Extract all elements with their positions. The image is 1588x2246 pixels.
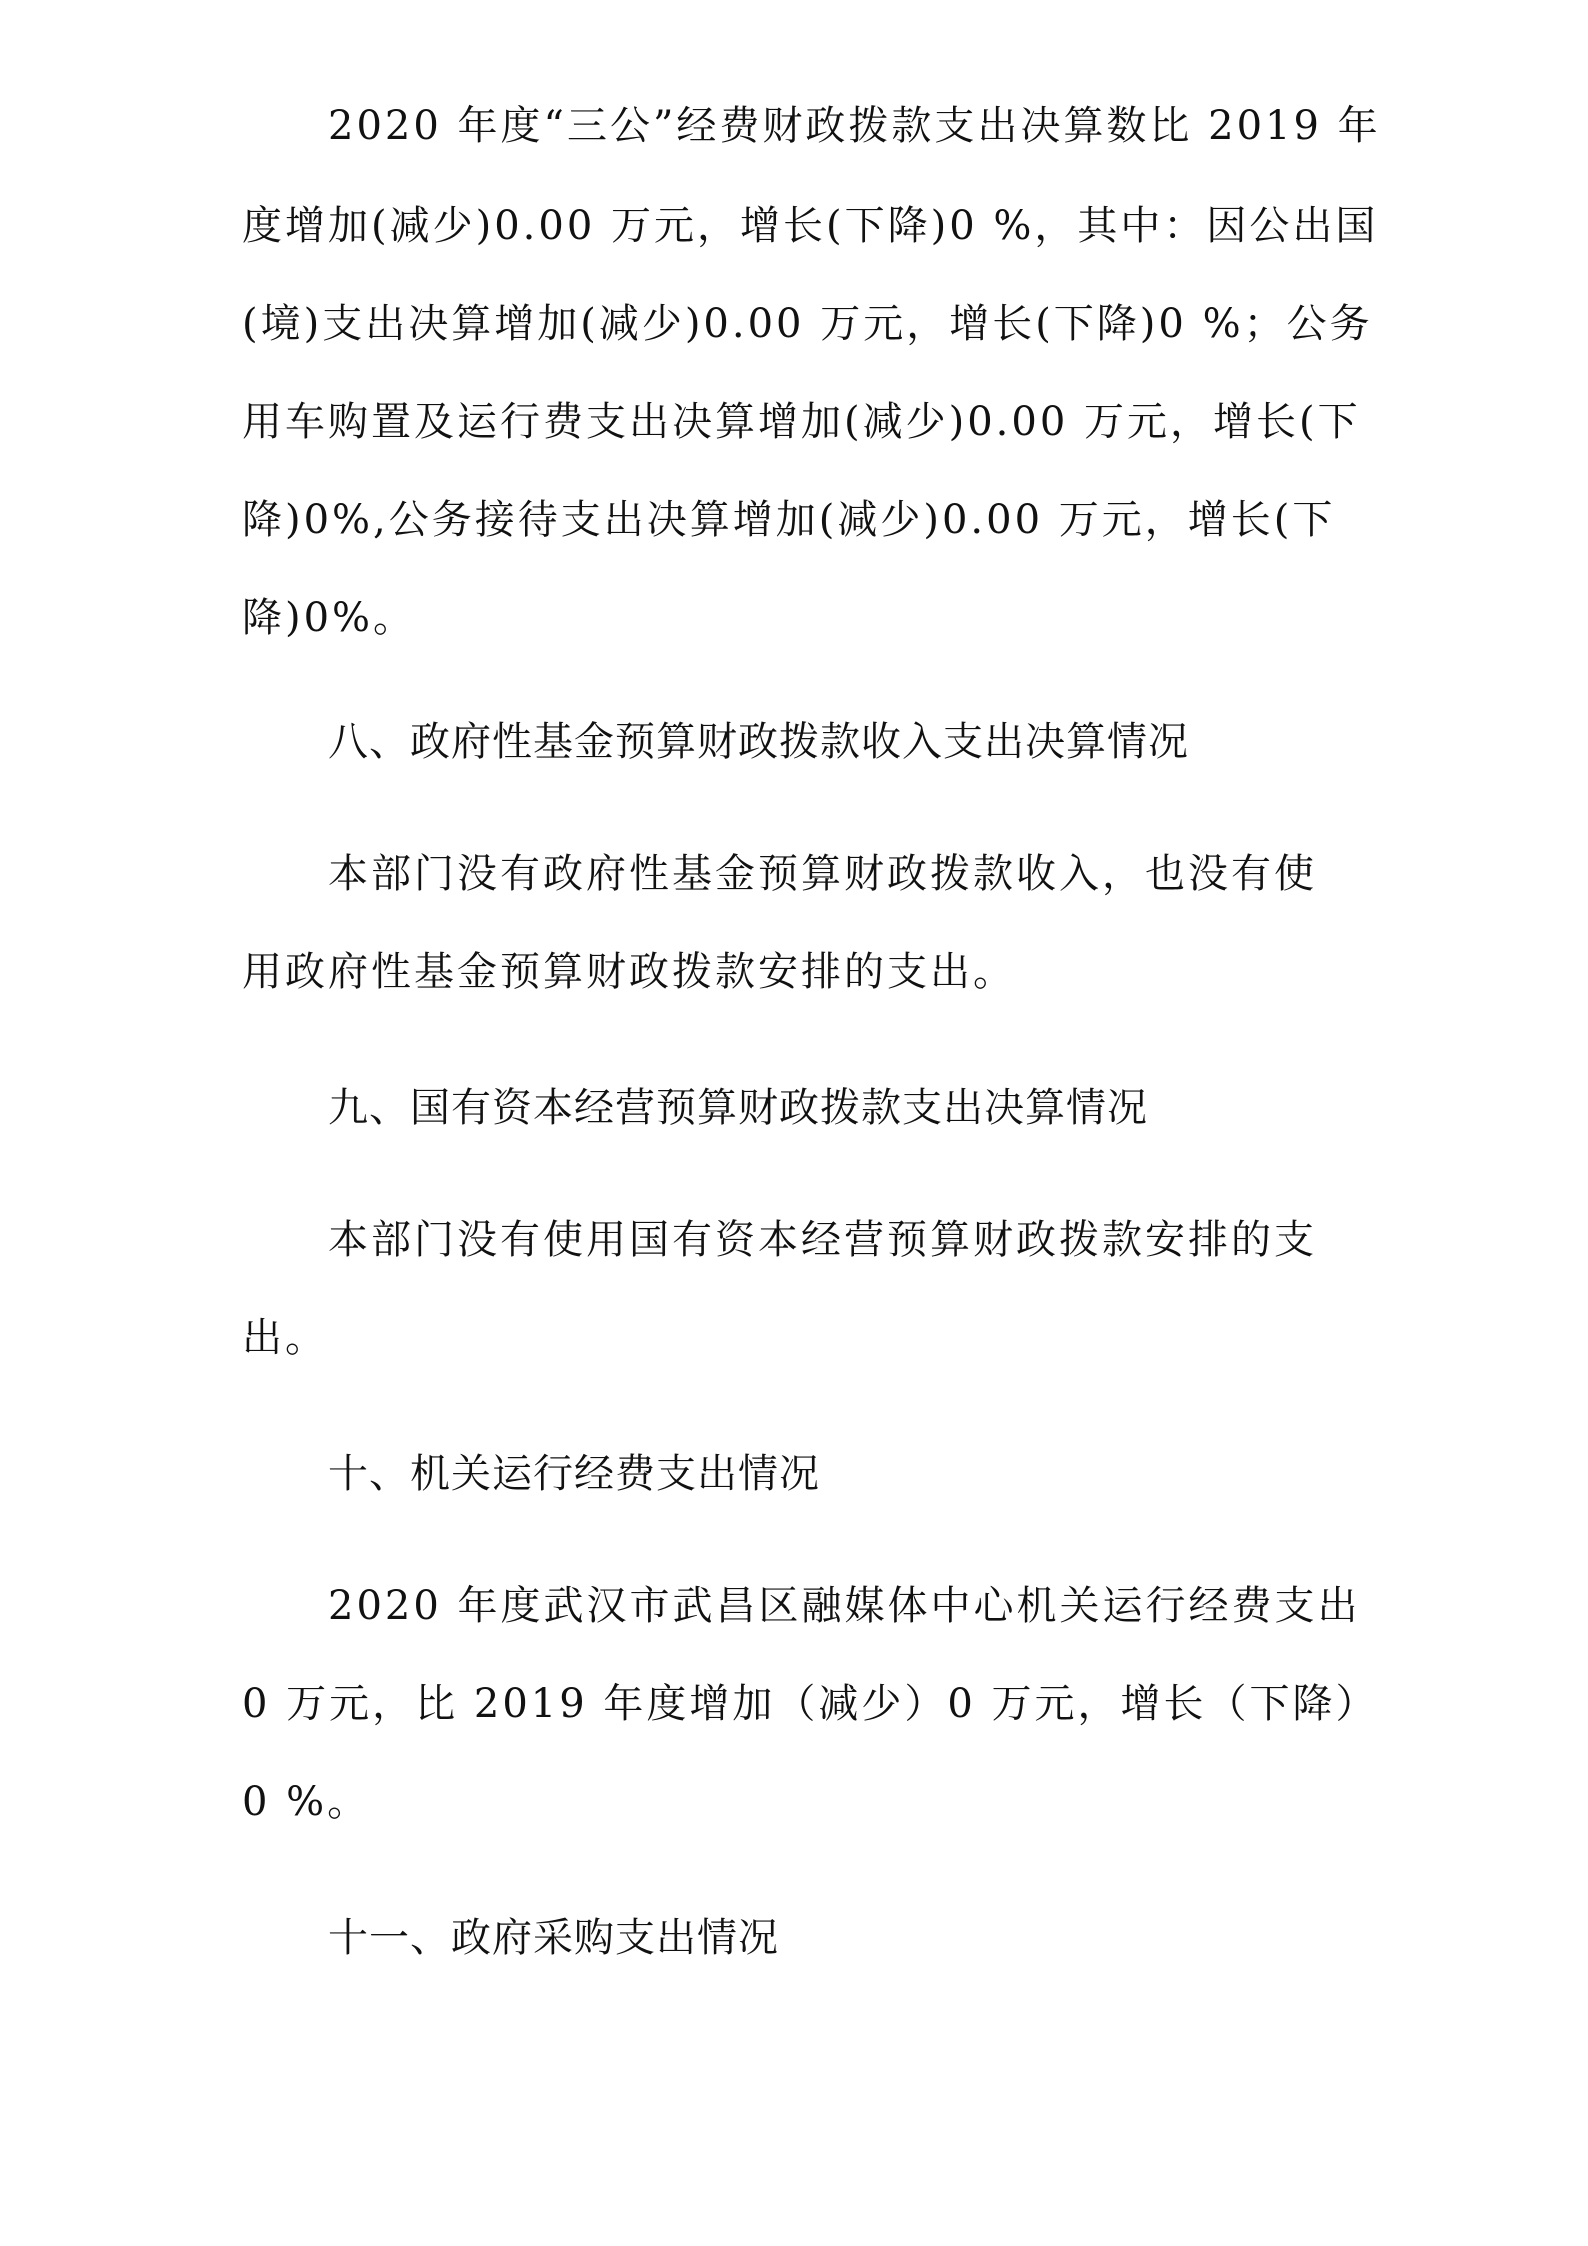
paragraph-fund-line-1: 本部门没有政府性基金预算财政拨款收入，也没有使 — [328, 851, 1317, 897]
paragraph-sangong-line-2: 度增加(减少)0.00 万元，增长(下降)0 %，其中：因公出国 — [242, 203, 1379, 249]
paragraph-capital-line-2: 出。 — [242, 1315, 328, 1361]
paragraph-sangong-line-1: 2020 年度“三公”经费财政拨款支出决算数比 2019 年 — [328, 103, 1381, 149]
section-heading-9: 九、国有资本经营预算财政拨款支出决算情况 — [328, 1085, 1148, 1131]
paragraph-operating-line-1: 2020 年度武汉市武昌区融媒体中心机关运行经费支出 — [328, 1583, 1361, 1629]
paragraph-sangong-line-5: 降)0%,公务接待支出决算增加(减少)0.00 万元，增长(下 — [242, 497, 1336, 543]
paragraph-sangong-line-4: 用车购置及运行费支出决算增加(减少)0.00 万元，增长(下 — [242, 399, 1361, 445]
paragraph-sangong-line-3: (境)支出决算增加(减少)0.00 万元，增长(下降)0 %；公务 — [242, 301, 1373, 347]
section-heading-10: 十、机关运行经费支出情况 — [328, 1451, 820, 1497]
section-heading-8: 八、政府性基金预算财政拨款收入支出决算情况 — [328, 719, 1189, 765]
paragraph-capital-line-1: 本部门没有使用国有资本经营预算财政拨款安排的支 — [328, 1217, 1317, 1263]
paragraph-operating-line-2: 0 万元，比 2019 年度增加（减少）0 万元，增长（下降） — [242, 1681, 1379, 1727]
paragraph-sangong-line-6: 降)0%。 — [242, 595, 417, 641]
section-heading-11: 十一、政府采购支出情况 — [328, 1915, 779, 1961]
paragraph-fund-line-2: 用政府性基金预算财政拨款安排的支出。 — [242, 949, 1016, 995]
paragraph-operating-line-3: 0 %。 — [242, 1779, 371, 1825]
